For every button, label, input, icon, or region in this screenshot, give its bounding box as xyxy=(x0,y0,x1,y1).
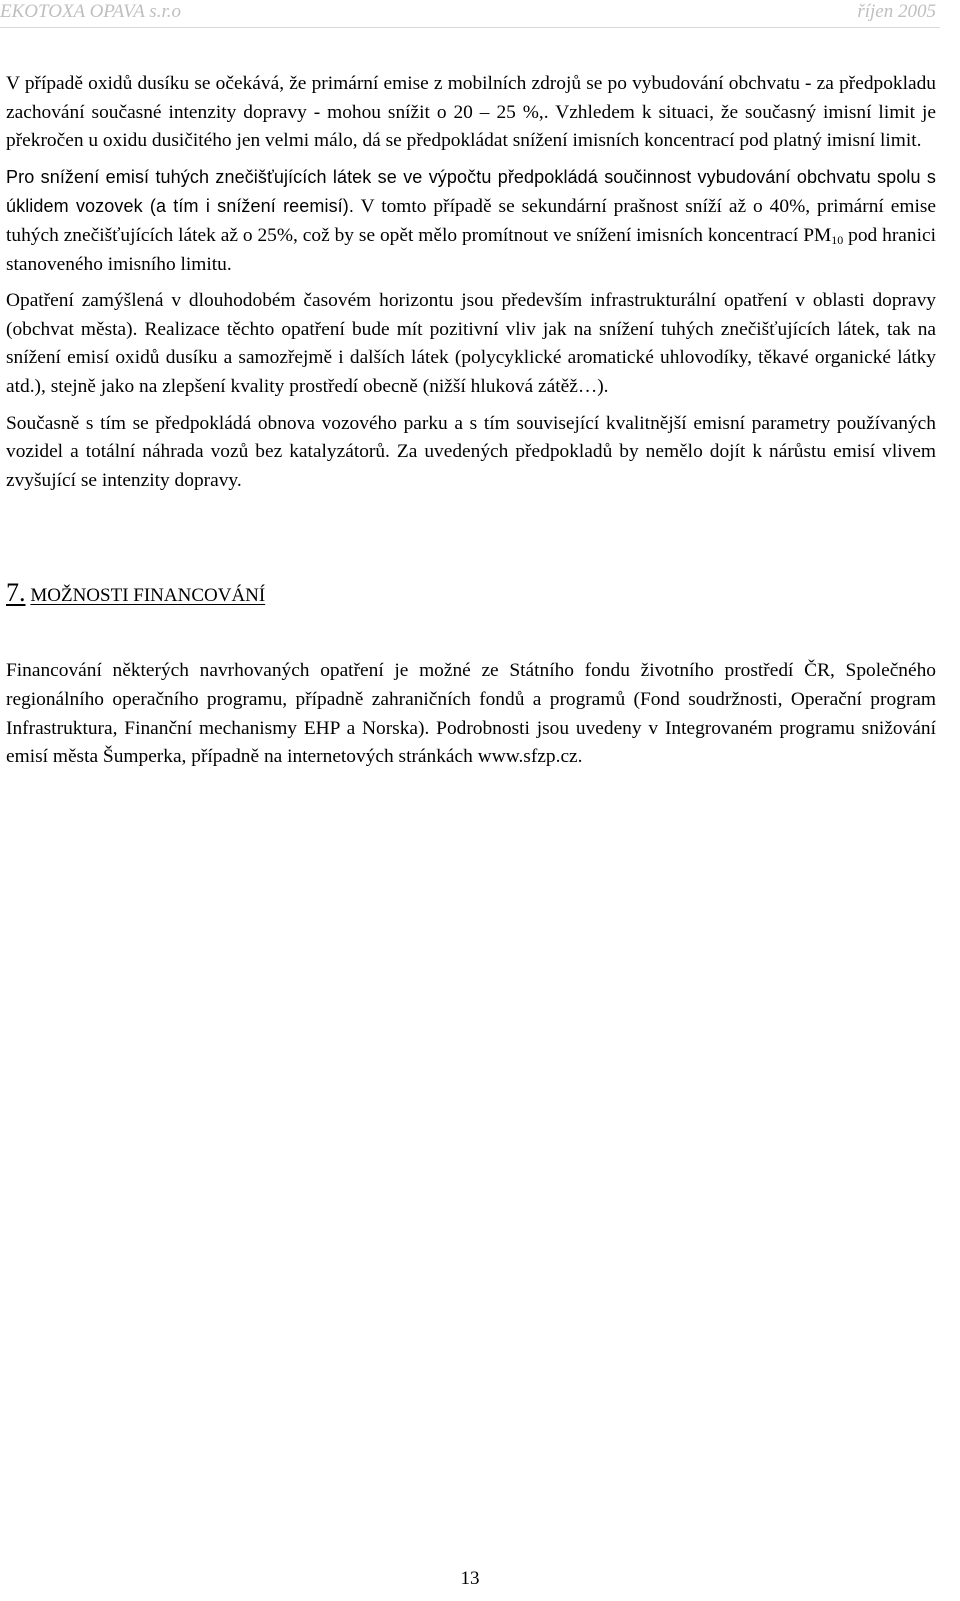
paragraph-particulates xyxy=(6,163,936,279)
paragraph-particulates-sans-part: Pro snížení emisí tuhých znečišťujících látek se ve výpočtu předpokládá součinnost vybudování obchvatu spolu s úklidem vozovek (a tím i snížení reemisí). xyxy=(6,166,936,217)
paragraph-fleet-renewal: Současně s tím se předpokládá obnova vozového parku a s tím související kvalitnější emisní parametry používaných vozidel a totální náhrada vozů bez katalyzátorů. Za uvedených předpokladů by nemělo dojít k nárůstu emisí vlivem zvyšující se intenzity dopravy. xyxy=(6,412,936,491)
header-company: EKOTOXA OPAVA s.r.o xyxy=(0,1,181,22)
document-body xyxy=(6,70,936,772)
header-divider xyxy=(0,27,940,28)
pm-subscript: 10 xyxy=(831,232,844,247)
header-date: říjen 2005 xyxy=(857,1,936,22)
paragraph-long-term-measures: Opatření zamýšlená v dlouhodobém časovém horizontu jsou především infrastrukturální opatření v oblasti dopravy (obchvat města). Realizace těchto opatření bude mít pozitivní vliv jak na snížení tuhých znečišťujících látek, tak na snížení emisí oxidů dusíku a samozřejmě i dalších látek (polycyklické aromatické uhlovodíky, těkavé organické látky atd.), stejně jako na zlepšení kvality prostředí obecně (nižší hluková zátěž…). xyxy=(6,290,936,397)
paragraph-financing: Financování některých navrhovaných opatření je možné ze Státního fondu životního prostředí ČR, Společného regionálního operačního programu, případně zahraničních fondů a programů (Fond soudržnosti, Operační program Infrastruktura, Finanční mechanismy EHP a Norska). Podrobnosti jsou uvedeny v Integrovaném programu snižování emisí města Šumperka, případně na internetových stránkách www.sfzp.cz. xyxy=(6,660,936,768)
page-number: 13 xyxy=(460,1568,480,1589)
paragraph-particulates-serif-part: V tomto případě se sekundární prašnost sníží až o 40%, primární emise tuhých znečišťujících látek až o 25%, což by se opět mělo promítnout ve snížení imisních koncentrací PM xyxy=(6,196,936,246)
section-number: 7. xyxy=(6,578,26,608)
section-heading xyxy=(6,579,936,610)
paragraph-particulates-end: pod hranici stanoveného imisního limitu. xyxy=(6,224,936,275)
section-title: MOŽNOSTI FINANCOVÁNÍ xyxy=(30,585,266,607)
paragraph-nox: V případě oxidů dusíku se očekává, že primární emise z mobilních zdrojů se po vybudování obchvatu - za předpokladu zachování současné intenzity dopravy - mohou snížit o 20 – 25 %,. Vzhledem k situaci, že současný imisní limit je překročen u oxidu dusičitého jen velmi málo, dá se předpokládat snížení imisních koncentrací pod platný imisní limit. xyxy=(6,73,936,152)
page-header xyxy=(0,0,960,26)
